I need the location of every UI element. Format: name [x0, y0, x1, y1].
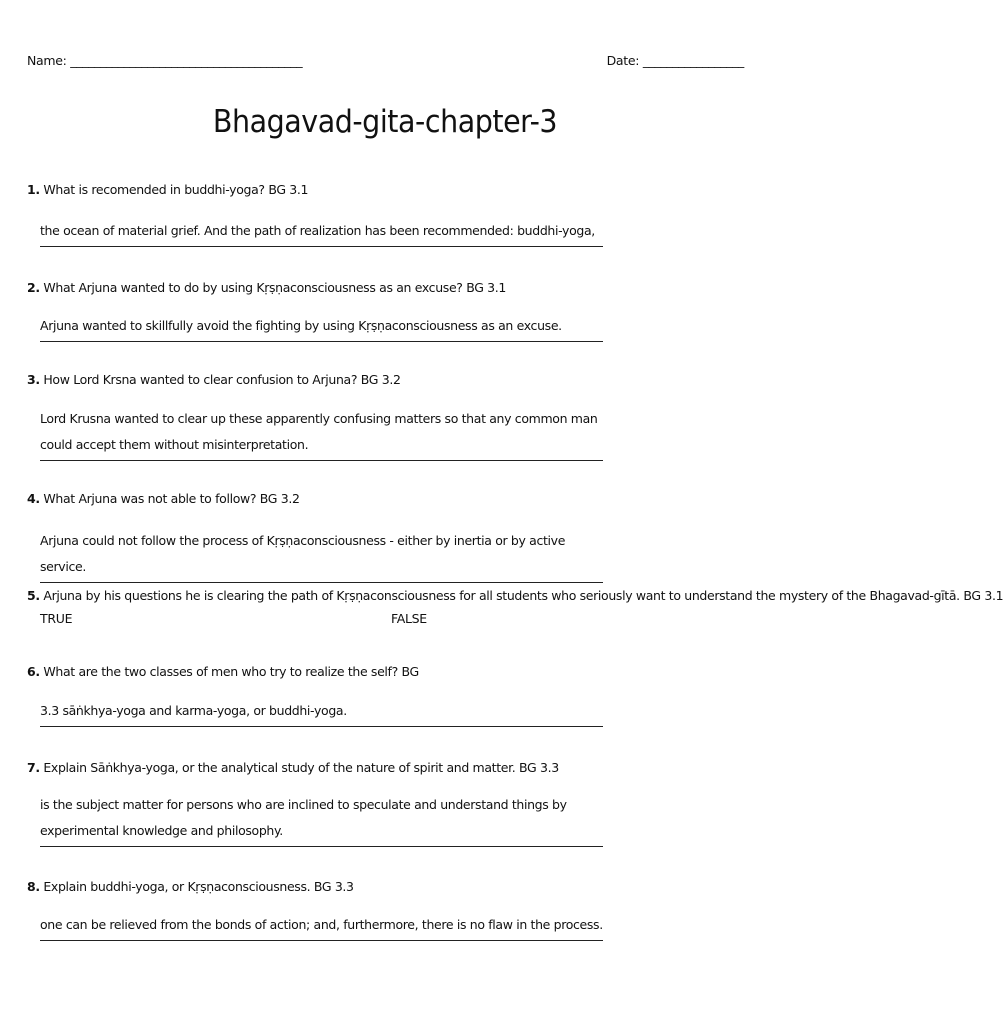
answer-6: 3.3 sāṅkhya-yoga and karma-yoga, or buddhi-yoga.	[40, 698, 603, 727]
question-text: What are the two classes of men who try to realize the self? BG	[43, 664, 419, 679]
question-number: 8.	[27, 879, 40, 894]
true-option: TRUE	[40, 611, 73, 626]
question-3	[27, 372, 401, 387]
question-number: 5.	[27, 588, 40, 603]
answer-4: Arjuna could not follow the process of Kṛṣṇaconsciousness - either by inertia or by active service.	[40, 528, 603, 583]
answer-2: Arjuna wanted to skillfully avoid the fighting by using Kṛṣṇaconsciousness as an excuse.	[40, 313, 603, 342]
question-number: 4.	[27, 491, 40, 506]
question-text: Explain Sāṅkhya-yoga, or the analytical study of the nature of spirit and matter. BG 3.3	[43, 760, 559, 775]
question-8	[27, 879, 354, 894]
question-text: What Arjuna was not able to follow? BG 3.2	[43, 491, 300, 506]
question-text: How Lord Krsna wanted to clear confusion to Arjuna? BG 3.2	[43, 372, 401, 387]
header-row	[27, 53, 744, 73]
question-1	[27, 182, 308, 197]
page-title: Bhagavad-gita-chapter-3	[212, 104, 558, 140]
name-field-label: Name: _______________________________________	[27, 53, 303, 68]
question-number: 2.	[27, 280, 40, 295]
question-5	[27, 588, 1003, 603]
question-number: 6.	[27, 664, 40, 679]
question-number: 7.	[27, 760, 40, 775]
answer-1: the ocean of material grief. And the path of realization has been recommended: buddhi-yoga,	[40, 218, 603, 247]
question-text: Explain buddhi-yoga, or Kṛṣṇaconsciousness. BG 3.3	[43, 879, 354, 894]
answer-7: is the subject matter for persons who are inclined to speculate and understand things by experimental knowledge and philosophy.	[40, 792, 603, 847]
answer-8: one can be relieved from the bonds of action; and, furthermore, there is no flaw in the process.	[40, 912, 603, 941]
question-4	[27, 491, 300, 506]
question-number: 3.	[27, 372, 40, 387]
question-text: What is recomended in buddhi-yoga? BG 3.1	[43, 182, 309, 197]
date-field-label: Date: _________________	[606, 53, 744, 68]
question-text: What Arjuna wanted to do by using Kṛṣṇaconsciousness as an excuse? BG 3.1	[43, 280, 506, 295]
question-6	[27, 664, 419, 679]
answer-3: Lord Krusna wanted to clear up these apparently confusing matters so that any common man could accept them without misinterpretation.	[40, 406, 603, 461]
question-number: 1.	[27, 182, 40, 197]
false-option: FALSE	[391, 611, 427, 626]
question-text: Arjuna by his questions he is clearing the path of Kṛṣṇaconsciousness for all students who seriously want to understand the mystery of the Bhagavad-gītā. BG 3.1	[43, 588, 1003, 603]
question-2	[27, 280, 506, 295]
question-7	[27, 760, 559, 775]
